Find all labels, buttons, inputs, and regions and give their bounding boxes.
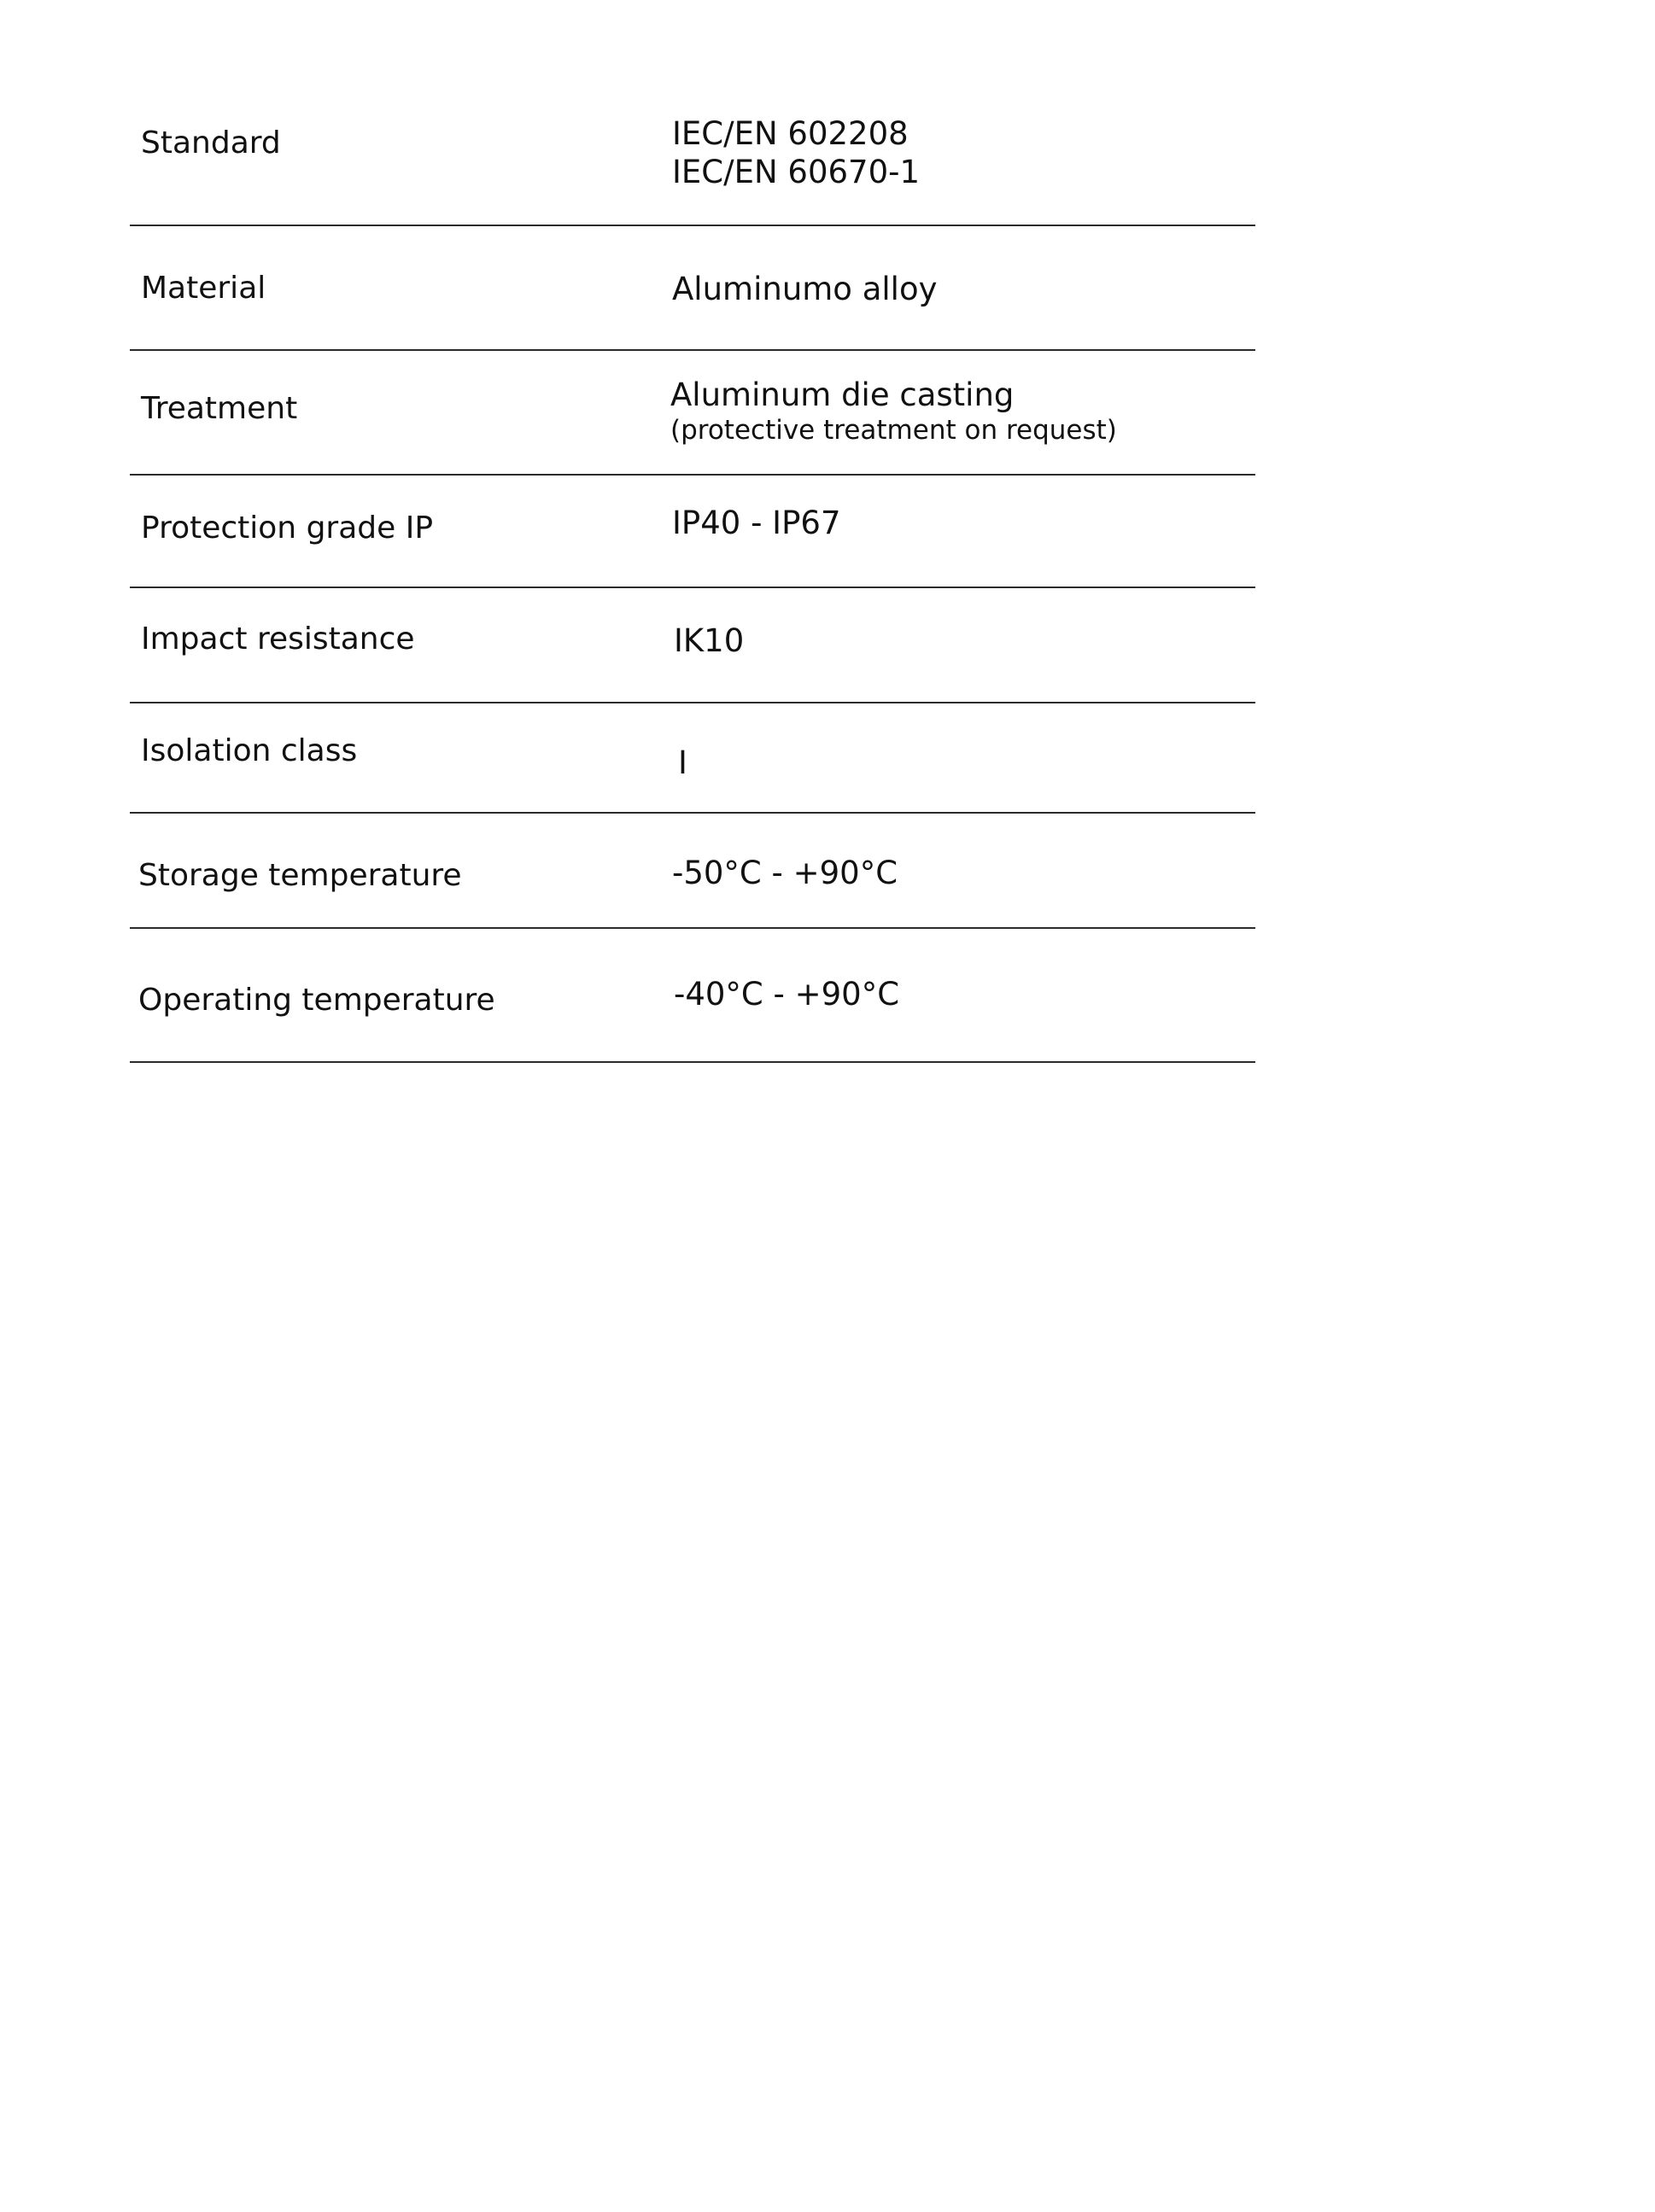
spec-label: Impact resistance bbox=[141, 622, 415, 657]
spec-value: -40°C - +90°C bbox=[674, 976, 900, 1013]
spec-value: Aluminumo alloy bbox=[672, 271, 938, 307]
spec-value: I bbox=[678, 744, 687, 781]
spec-value: -50°C - +90°C bbox=[672, 855, 898, 891]
spec-row-impact-resistance bbox=[130, 588, 1255, 703]
spec-row-operating-temperature bbox=[130, 929, 1255, 1063]
spec-row-storage-temperature bbox=[130, 814, 1255, 929]
spec-row-treatment bbox=[130, 351, 1255, 476]
spec-label: Standard bbox=[141, 125, 281, 161]
spec-value-line: Aluminum die casting bbox=[670, 376, 1015, 413]
spec-label: Operating temperature bbox=[138, 983, 495, 1018]
spec-label: Isolation class bbox=[141, 733, 358, 768]
spec-value: IP40 - IP67 bbox=[672, 505, 841, 541]
spec-value-line: IEC/EN 602208 bbox=[672, 115, 909, 152]
spec-value bbox=[672, 114, 920, 191]
spec-value-note: (protective treatment on request) bbox=[670, 415, 1117, 446]
spec-value-line: IEC/EN 60670-1 bbox=[672, 154, 921, 191]
spec-value: IK10 bbox=[674, 622, 745, 659]
spec-row-material bbox=[130, 226, 1255, 351]
spec-label: Protection grade IP bbox=[141, 511, 434, 546]
spec-table bbox=[130, 85, 1255, 1063]
spec-label: Treatment bbox=[141, 391, 298, 426]
spec-label: Material bbox=[141, 271, 266, 306]
spec-value bbox=[670, 376, 1117, 447]
spec-row-isolation-class bbox=[130, 703, 1255, 814]
spec-row-protection-grade bbox=[130, 476, 1255, 588]
spec-row-standard bbox=[130, 85, 1255, 226]
spec-label: Storage temperature bbox=[138, 858, 462, 893]
